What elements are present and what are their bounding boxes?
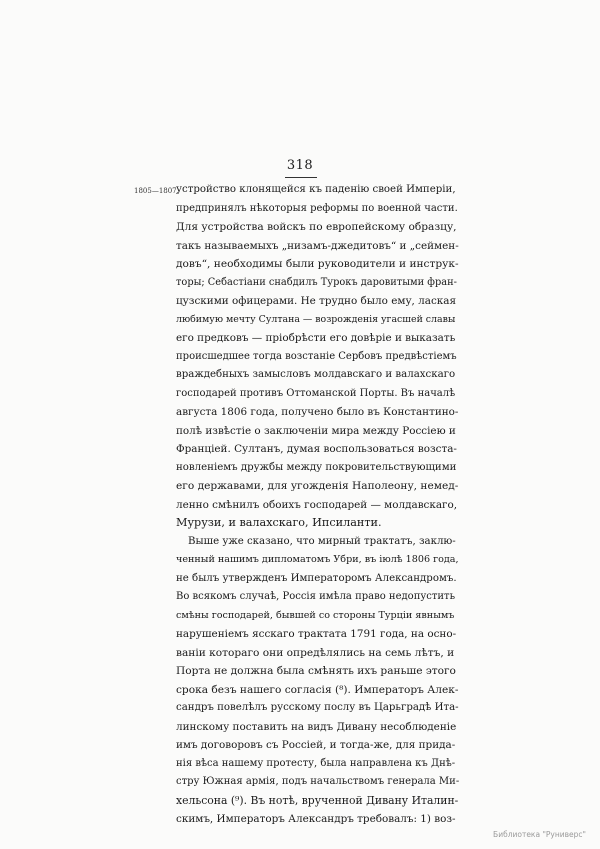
- text-line: скимъ, Императоръ Александръ требовалъ: 1) воз-: [176, 813, 456, 825]
- page-number: 318: [286, 158, 314, 173]
- text-line: его державами, для угожденія Наполеону, немед-: [176, 480, 459, 492]
- page-number-rule: [285, 177, 317, 178]
- text-line: его предковъ — пріобрѣсти его довѣріе и выказать: [176, 332, 456, 344]
- text-line: Франціей. Султанъ, думая воспользоваться возста-: [176, 443, 457, 455]
- text-line: такъ называемыхъ „низамъ-джедитовъ“ и „сеймен-: [176, 239, 459, 252]
- library-watermark: Библиотека "Руниверс": [493, 830, 586, 839]
- text-line: линскому поставить на видъ Дивану несоблюденіе: [176, 720, 457, 733]
- text-line: срока безъ нашего согласія (⁸). Императоръ Алек-: [176, 683, 459, 696]
- text-line: господарей противъ Оттоманской Порты. Въ началѣ: [176, 387, 456, 399]
- text-line: происшедшее тогда возстаніе Сербовъ предвѣстіемъ: [176, 350, 457, 362]
- text-line: ваніи котораго они опредѣлялись на семь лѣтъ, и: [176, 646, 455, 659]
- text-line: нарушеніемъ ясскаго трактата 1791 года, на осно-: [176, 628, 457, 640]
- text-line: хельсона (⁹). Въ нотѣ, врученной Дивану Италин-: [176, 793, 459, 807]
- text-line: не былъ утвержденъ Императоромъ Александромъ.: [176, 572, 457, 584]
- text-line: стру Южная армія, подъ начальствомъ генерала Ми-: [176, 776, 459, 787]
- text-line: имъ договоровъ съ Россіей, и тогда-же, для прида-: [176, 739, 456, 751]
- text-line: полѣ извѣстіе о заключеніи мира между Россіею и: [176, 424, 456, 437]
- text-line: торы; Себастіани снабдилъ Турокъ даровитыми фран-: [176, 276, 457, 288]
- text-line: ленно смѣнилъ обоихъ господарей — молдавскаго,: [176, 498, 458, 511]
- text-line: Порта не должна была смѣнять ихъ раньше этого: [176, 665, 456, 677]
- text-line: Выше уже сказано, что мирный трактатъ, заклю-: [188, 535, 456, 547]
- text-line: ченный нашимъ дипломатомъ Убри, въ іюлѣ 1806 года,: [176, 554, 459, 565]
- text-line: смѣны господарей, бывшей со стороны Турціи явнымъ: [176, 609, 455, 621]
- text-line: враждебныхъ замысловъ молдавскаго и валахскаго: [176, 369, 456, 380]
- body-text: [176, 181, 459, 829]
- text-line: Мурузи, и валахскаго, Ипсиланти.: [176, 516, 382, 529]
- text-line: любимую мечту Султана — возрожденія угасшей славы: [176, 313, 456, 325]
- text-line: предпринялъ нѣкоторыя реформы по военной части.: [176, 202, 458, 214]
- text-line: августа 1806 года, получено было въ Константино-: [176, 406, 459, 418]
- text-line: сандръ повелѣлъ русскому послу въ Царьградѣ Ита-: [176, 702, 459, 713]
- text-line: Для устройства войскъ по европейскому образцу,: [176, 221, 457, 233]
- text-line: устройство клонящейся къ паденію своей Имперіи,: [176, 184, 456, 195]
- text-line: Во всякомъ случаѣ, Россія имѣла право недопустить: [176, 591, 456, 602]
- text-line: довъ“, необходимы были руководители и инструк-: [176, 258, 459, 270]
- text-line: нія вѣса нашему протесту, была направлена къ Днѣ-: [176, 757, 456, 769]
- margin-date-note: 1805—1807.: [134, 187, 179, 195]
- text-line: цузскими офицерами. Не трудно было ему, лаская: [176, 295, 457, 307]
- text-line: новленіемъ дружбы между покровительствующими: [176, 461, 457, 473]
